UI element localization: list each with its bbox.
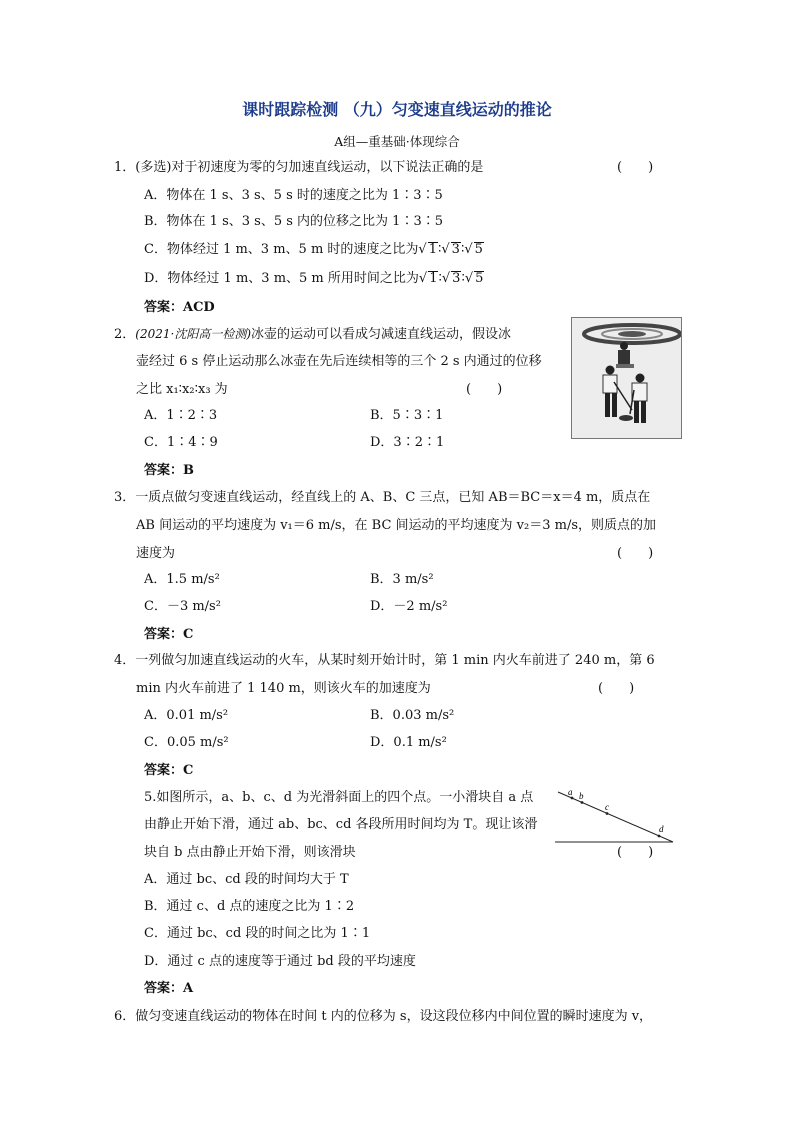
- q5-answer-paren: ( ): [617, 845, 654, 860]
- q5-line2: 由静止开始下滑，通过 ab、bc、cd 各段所用时间均为 T。现让该滑: [144, 817, 538, 832]
- q5-option-c: C．通过 bc、cd 段的时间之比为 1∶1: [144, 926, 371, 941]
- q4-option-d: D．0.1 m/s²: [370, 735, 447, 750]
- q3-answer: 答案：C: [144, 627, 194, 642]
- q4-option-c: C．0.05 m/s²: [144, 735, 229, 750]
- fig-label-c: c: [605, 802, 609, 812]
- q4-line2: min 内火车前进了 1 140 m，则该火车的加速度为: [136, 681, 431, 696]
- q1-option-a: A．物体在 1 s、3 s、5 s 时的速度之比为 1∶3∶5: [144, 188, 443, 203]
- q2-number: 2．: [114, 327, 136, 342]
- q2-line1-rest: 冰壶的运动可以看成匀减速直线运动，假设冰: [251, 327, 512, 342]
- q2-line2: 壶经过 6 s 停止运动那么冰壶在先后连续相等的三个 2 s 内通过的位移: [136, 354, 542, 369]
- q1-d-root3: 3: [452, 271, 461, 286]
- q1-answer: 答案：ACD: [144, 300, 215, 315]
- q1-option-d: [144, 271, 484, 287]
- fig-label-b: b: [579, 791, 584, 801]
- q5-line3: 块自 b 点由静止开始下滑，则该滑块: [144, 845, 356, 860]
- q1-d-root1: 1: [429, 271, 438, 286]
- q1-c-root5: 5: [474, 242, 483, 257]
- ratio-sign: ∶: [437, 242, 442, 257]
- ratio-sign: ∶: [460, 242, 465, 257]
- q6-line1: 6．做匀变速直线运动的物体在时间 t 内的位移为 s，设这段位移内中间位置的瞬时速度为 v，: [114, 1009, 653, 1024]
- q1-c-root1: 1: [428, 242, 437, 257]
- q3-option-c: C．－3 m/s²: [144, 599, 221, 614]
- q2-line3: 之比 x₁∶x₂∶x₃ 为: [136, 382, 228, 397]
- q1-d-root5: 5: [475, 271, 484, 286]
- q2-answer-paren: ( ): [466, 382, 503, 397]
- incline-figure: [555, 786, 680, 846]
- q1-option-c: [144, 242, 484, 258]
- sqrt-sign: √: [418, 242, 427, 257]
- sqrt-sign: √: [464, 271, 474, 286]
- page-title: 课时跟踪检测 （九）匀变速直线运动的推论: [242, 100, 552, 119]
- section-heading: A组—重基础·体现综合: [334, 134, 460, 149]
- q5-answer: 答案：A: [144, 981, 194, 996]
- incline-diagram: [555, 786, 680, 846]
- q2-option-b: B．5∶3∶1: [370, 408, 444, 423]
- q4-answer: 答案：C: [144, 763, 194, 778]
- curling-photo: [571, 317, 682, 439]
- sqrt-sign: √: [464, 242, 473, 257]
- q3-answer-paren: ( ): [617, 546, 654, 561]
- q2-option-a: A．1∶2∶3: [144, 408, 218, 423]
- q2-option-d: D．3∶2∶1: [370, 435, 445, 450]
- q1-c-root3: 3: [451, 242, 460, 257]
- q3-option-d: D．－2 m/s²: [370, 599, 448, 614]
- fig-label-a: a: [568, 787, 573, 797]
- curling-illustration: [572, 318, 681, 438]
- q4-option-a: A．0.01 m/s²: [144, 708, 229, 723]
- q3-line3: 速度为: [136, 546, 176, 561]
- q2-answer: 答案：B: [144, 463, 194, 478]
- q1-option-d-text: D．物体经过 1 m、3 m、5 m 所用时间之比为: [144, 271, 419, 286]
- q1-option-b: B．物体在 1 s、3 s、5 s 内的位移之比为 1∶3∶5: [144, 214, 443, 229]
- q1-answer-paren: ( ): [617, 160, 654, 175]
- q2-line1: [114, 326, 511, 343]
- q5-option-a: A．通过 bc、cd 段的时间均大于 T: [144, 872, 349, 887]
- ratio-sign: ∶: [438, 271, 442, 286]
- q1-stem: 1．(多选)对于初速度为零的匀加速直线运动，以下说法正确的是: [114, 160, 484, 175]
- fig-label-d: d: [659, 824, 664, 834]
- q5-option-d: D．通过 c 点的速度等于通过 bd 段的平均速度: [144, 954, 416, 969]
- q2-option-c: C．1∶4∶9: [144, 435, 218, 450]
- ratio-sign: ∶: [461, 271, 465, 286]
- q3-line2: AB 间运动的平均速度为 v₁＝6 m/s，在 BC 间运动的平均速度为 v₂＝3 m/s，则质点的加: [136, 518, 657, 533]
- q5-option-b: B．通过 c、d 点的速度之比为 1∶2: [144, 899, 355, 914]
- sqrt-sign: √: [418, 271, 428, 286]
- q3-option-a: A．1.5 m/s²: [144, 572, 220, 587]
- q3-option-b: B．3 m/s²: [370, 572, 434, 587]
- q1-option-c-text: C．物体经过 1 m、3 m、5 m 时的速度之比为: [144, 242, 419, 257]
- sqrt-sign: √: [441, 271, 451, 286]
- sqrt-sign: √: [441, 242, 450, 257]
- q4-option-b: B．0.03 m/s²: [370, 708, 455, 723]
- q5-line1: 5.如图所示，a、b、c、d 为光滑斜面上的四个点。一小滑块自 a 点: [144, 790, 534, 805]
- q3-line1: 3．一质点做匀变速直线运动，经直线上的 A、B、C 三点，已知 AB＝BC＝x＝4 m，质点在: [114, 490, 651, 505]
- q4-answer-paren: ( ): [598, 681, 635, 696]
- q4-line1: 4．一列做匀加速直线运动的火车，从某时刻开始计时，第 1 min 内火车前进了 240 m，第 6: [114, 653, 655, 668]
- q2-source: (2021·沈阳高一检测): [135, 327, 251, 341]
